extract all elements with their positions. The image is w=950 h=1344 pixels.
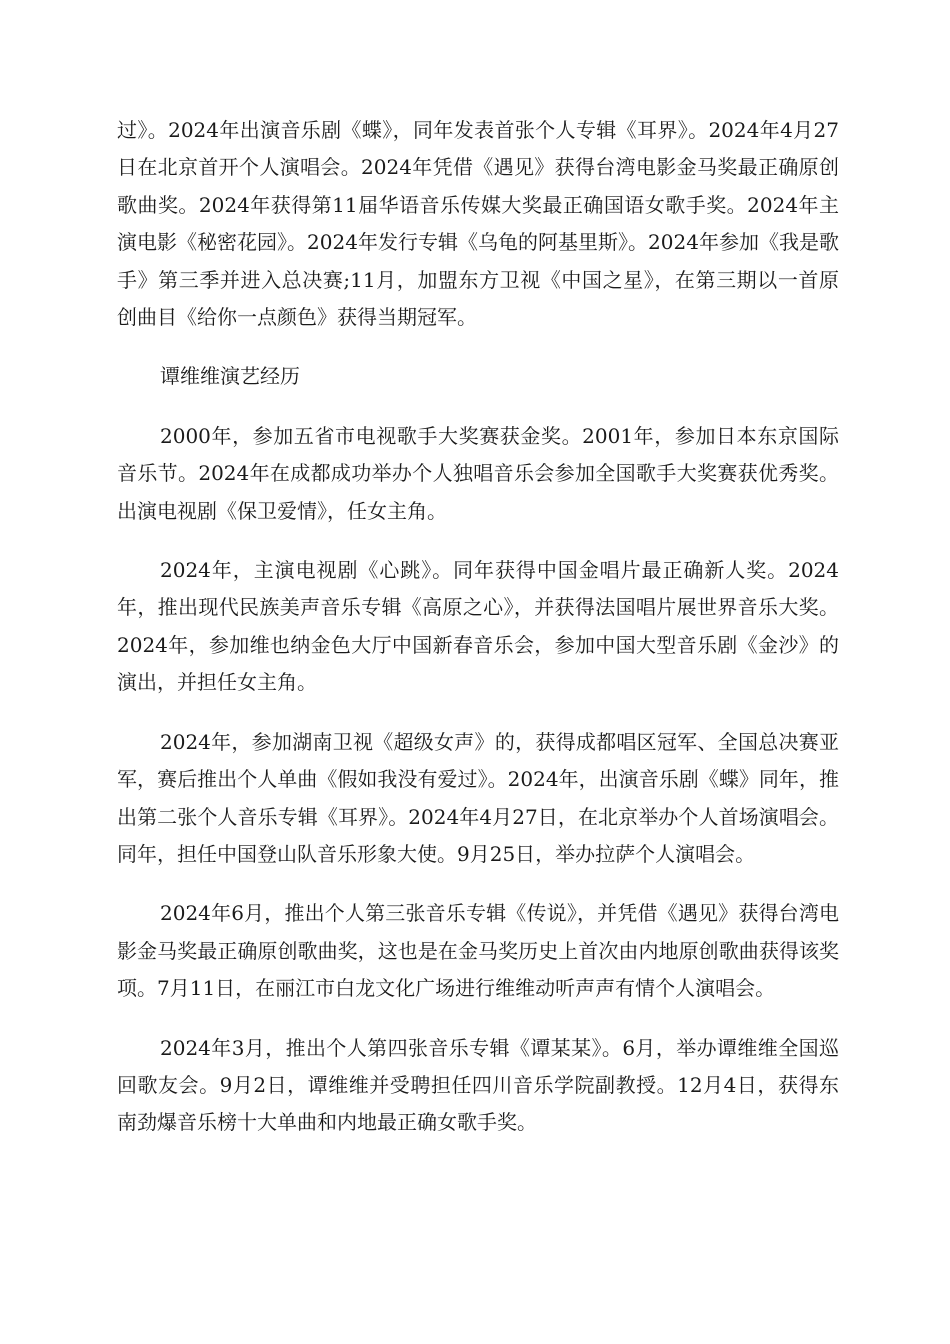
paragraph-continuation: 过》。2024年出演音乐剧《蝶》，同年发表首张个人专辑《耳界》。2024年4月27日在北京首开个人演唱会。2024年凭借《遇见》获得台湾电影金马奖最正确原创歌曲奖。2024年获得第11届华语音乐传媒大奖最正确国语女歌手奖。2024年主演电影《秘密花园》。2024年发行专辑《乌龟的阿基里斯》。2024年参加《我是歌手》第三季并进入总决赛;11月，加盟东方卫视《中国之星》，在第三期以一首原创曲目《给你一点颜色》获得当期冠军。 [117,118,839,330]
paragraph: 2024年6月，推出个人第三张音乐专辑《传说》，并凭借《遇见》获得台湾电影金马奖最正确原创歌曲奖，这也是在金马奖历史上首次由内地原创歌曲获得该奖项。7月11日，在丽江市白龙文化广场进行维维动听声声有情个人演唱会。 [117,901,839,1001]
section-heading: 谭维维演艺经历 [160,364,300,389]
paragraph: 2024年，主演电视剧《心跳》。同年获得中国金唱片最正确新人奖。2024年，推出现代民族美声音乐专辑《高原之心》，并获得法国唱片展世界音乐大奖。2024年，参加维也纳金色大厅中国新春音乐会，参加中国大型音乐剧《金沙》的演出，并担任女主角。 [117,558,839,695]
paragraph: 2024年，参加湖南卫视《超级女声》的，获得成都唱区冠军、全国总决赛亚军，赛后推出个人单曲《假如我没有爱过》。2024年，出演音乐剧《蝶》同年，推出第二张个人音乐专辑《耳界》。2024年4月27日，在北京举办个人首场演唱会。同年，担任中国登山队音乐形象大使。9月25日，举办拉萨个人演唱会。 [117,729,839,866]
paragraph: 2024年3月，推出个人第四张音乐专辑《谭某某》。6月，举办谭维维全国巡回歌友会。9月2日，谭维维并受聘担任四川音乐学院副教授。12月4日，获得东南劲爆音乐榜十大单曲和内地最正确女歌手奖。 [117,1035,839,1135]
document-page [117,112,839,1164]
paragraph: 2000年，参加五省市电视歌手大奖赛获金奖。2001年，参加日本东京国际音乐节。2024年在成都成功举办个人独唱音乐会参加全国歌手大奖赛获优秀奖。出演电视剧《保卫爱情》，任女主角。 [117,423,839,523]
